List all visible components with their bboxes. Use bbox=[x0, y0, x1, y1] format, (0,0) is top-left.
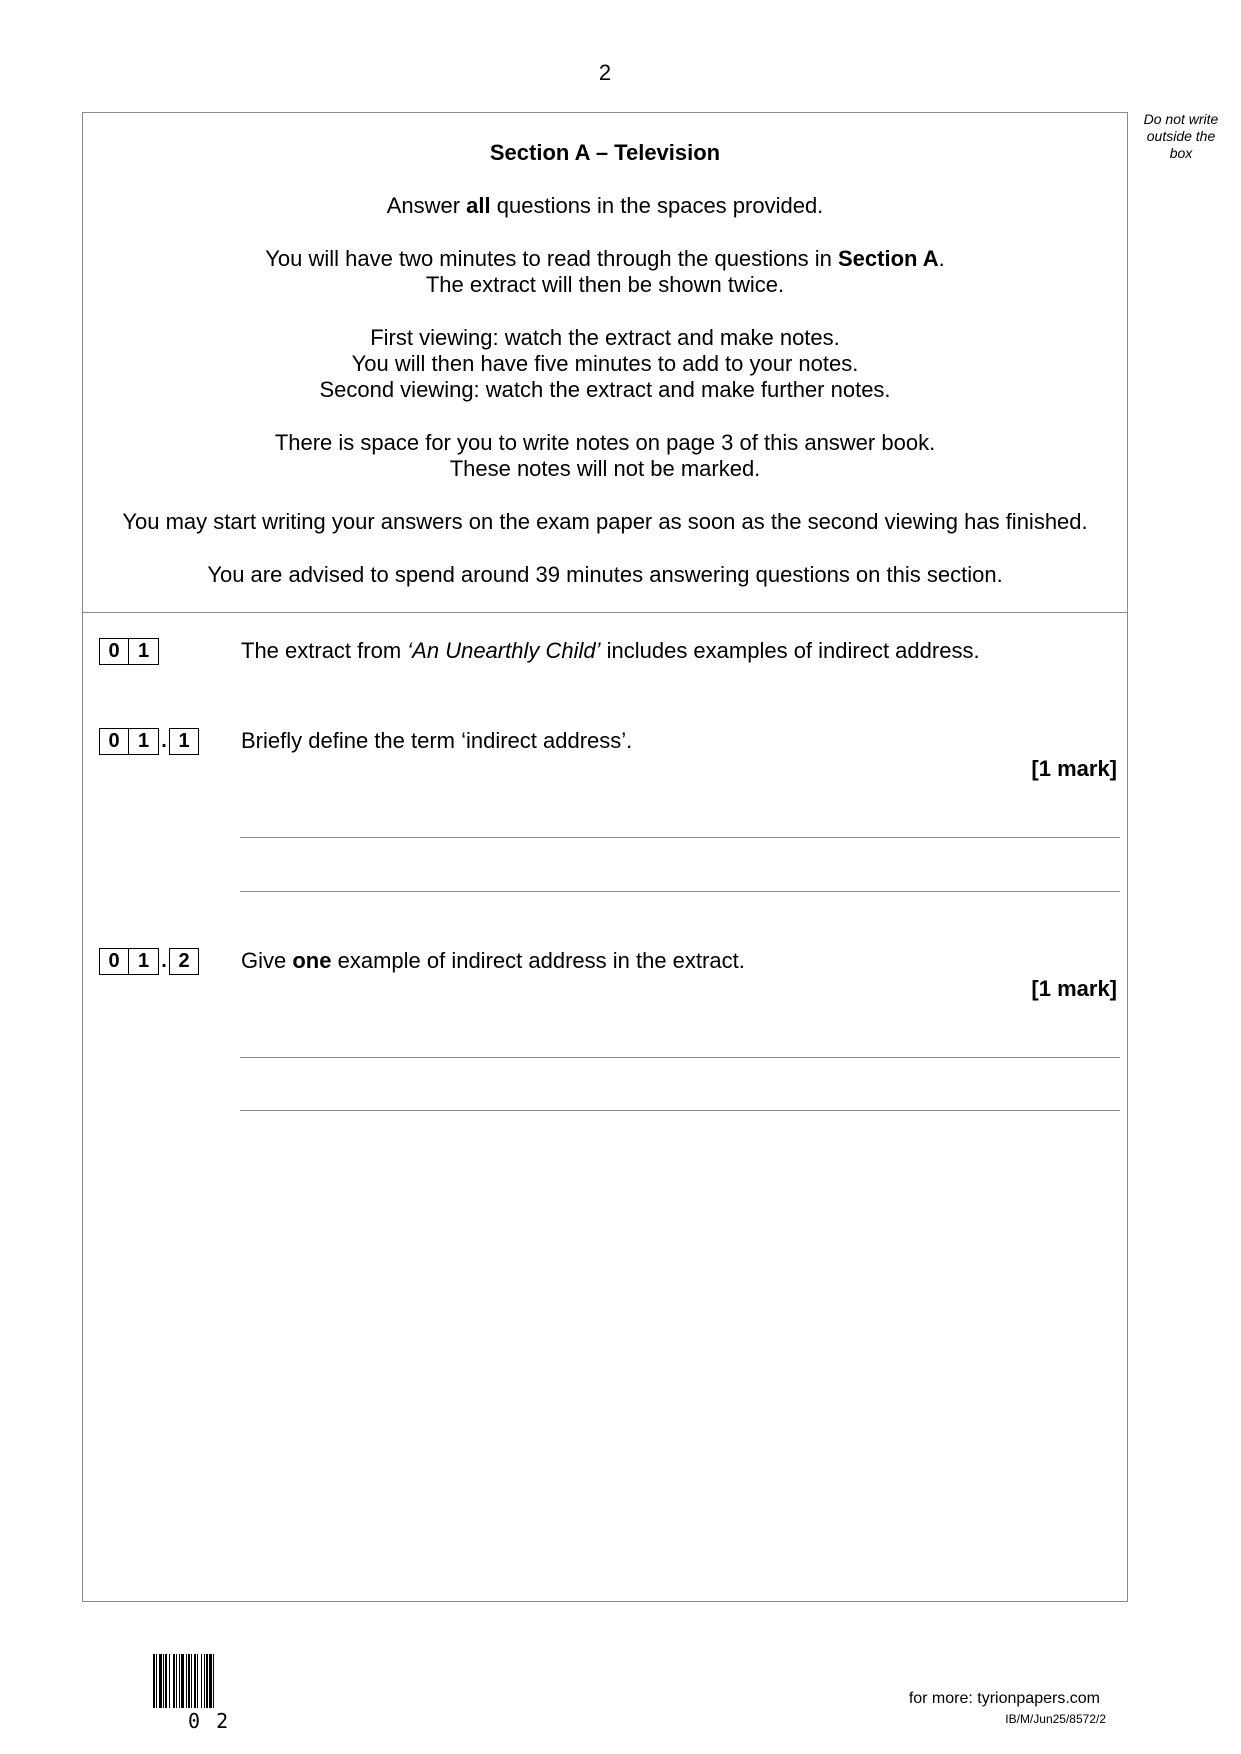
question-text-bold: one bbox=[292, 948, 332, 973]
instruction-advised-time: You are advised to spend around 39 minutes answering questions on this section. bbox=[207, 562, 1003, 587]
instruction-bold: Section A bbox=[837, 246, 939, 271]
margin-note-line: outside the bbox=[1146, 128, 1216, 144]
question-text-part: Give bbox=[241, 948, 293, 973]
page-number: 2 bbox=[598, 60, 612, 85]
marks-label: [1 mark] bbox=[1031, 976, 1117, 1001]
question-dot: . bbox=[161, 729, 167, 752]
answer-line[interactable] bbox=[240, 837, 1120, 838]
question-number-box bbox=[99, 727, 199, 755]
instruction-text: . bbox=[938, 246, 945, 271]
answer-line[interactable] bbox=[240, 1057, 1120, 1058]
question-digit: 1 bbox=[129, 638, 159, 665]
answer-line[interactable] bbox=[240, 1110, 1120, 1111]
extract-title: ‘An Unearthly Child’ bbox=[407, 638, 601, 663]
instruction-second-viewing: Second viewing: watch the extract and make further notes. bbox=[319, 377, 891, 402]
question-text bbox=[241, 638, 980, 664]
instruction-shown-twice: The extract will then be shown twice. bbox=[425, 272, 785, 297]
answer-box bbox=[82, 112, 1128, 1602]
marks-label: [1 mark] bbox=[1031, 756, 1117, 781]
barcode bbox=[153, 1654, 267, 1710]
instruction-text: questions in the spaces provided. bbox=[490, 193, 824, 218]
barcode-number: 0 2 bbox=[188, 1709, 231, 1733]
instruction-bold: all bbox=[466, 193, 491, 218]
question-number-box bbox=[99, 637, 159, 665]
margin-note-line: box bbox=[1169, 145, 1193, 161]
question-sub-digit: 1 bbox=[169, 728, 199, 755]
question-text: Briefly define the term ‘indirect address’. bbox=[241, 728, 633, 753]
question-text bbox=[241, 948, 745, 974]
footer-more-link: for more: tyrionpapers.com bbox=[908, 1690, 1100, 1707]
instruction-reading-time bbox=[83, 246, 1127, 272]
instruction-text: Answer bbox=[386, 193, 467, 218]
answer-line[interactable] bbox=[240, 891, 1120, 892]
instruction-start-writing: You may start writing your answers on the exam paper as soon as the second viewing has finished. bbox=[122, 509, 1088, 534]
instruction-notes-space: There is space for you to write notes on page 3 of this answer book. bbox=[274, 430, 936, 455]
question-text-part: includes examples of indirect address. bbox=[600, 638, 980, 663]
question-number-box bbox=[99, 947, 199, 975]
question-digit: 0 bbox=[99, 948, 129, 975]
question-text-part: The extract from bbox=[241, 638, 408, 663]
margin-note-line: Do not write bbox=[1143, 111, 1219, 127]
question-digit: 1 bbox=[129, 728, 159, 755]
question-dot: . bbox=[161, 949, 167, 972]
instruction-answer-all bbox=[83, 193, 1127, 219]
section-instructions bbox=[83, 113, 1127, 613]
question-text-part: example of indirect address in the extract. bbox=[331, 948, 745, 973]
instruction-first-viewing: First viewing: watch the extract and make notes. bbox=[370, 325, 840, 350]
instruction-five-minutes: You will then have five minutes to add to your notes. bbox=[351, 351, 859, 376]
barcode-bar bbox=[214, 1654, 216, 1708]
question-sub-digit: 2 bbox=[169, 948, 199, 975]
margin-note bbox=[1130, 111, 1232, 162]
section-title: Section A – Television bbox=[489, 140, 721, 165]
footer-reference: IB/M/Jun25/8572/2 bbox=[1005, 1712, 1106, 1726]
question-digit: 1 bbox=[129, 948, 159, 975]
question-digit: 0 bbox=[99, 728, 129, 755]
question-digit: 0 bbox=[99, 638, 129, 665]
instruction-text: You will have two minutes to read through the questions in bbox=[265, 246, 838, 271]
instruction-not-marked: These notes will not be marked. bbox=[449, 456, 761, 481]
